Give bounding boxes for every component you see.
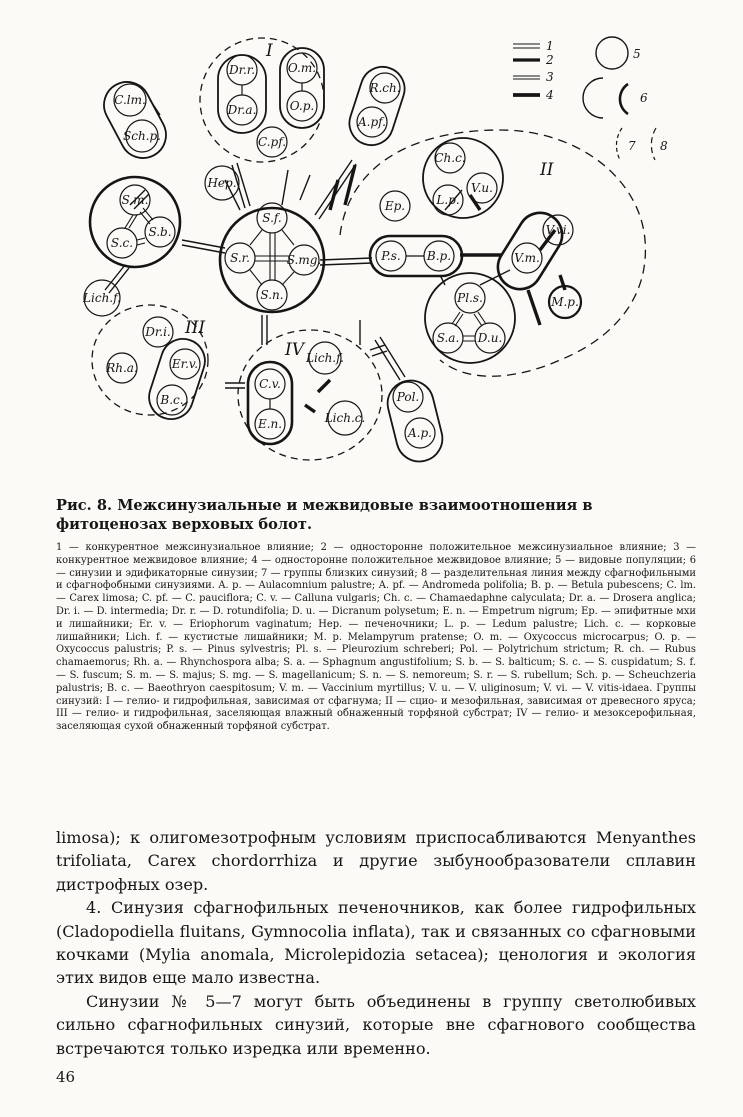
synusia-diagram xyxy=(0,0,743,492)
label-en: E.n. xyxy=(257,417,283,431)
label-du: D.u. xyxy=(477,331,503,345)
label-dra: Dr.a. xyxy=(227,103,257,117)
group-label-III: III xyxy=(185,318,206,338)
label-ep: Ep. xyxy=(384,199,406,213)
caption-text: Межсинузиальные и межвидовые взаимоотношения в фитоценозах верховых болот. xyxy=(56,497,593,533)
label-pls: Pl.s. xyxy=(457,291,483,305)
label-sc: S.c. xyxy=(110,236,134,250)
figure-legend: 1 — конкурентное межсинузиальное влияние; 2 — односторонне положительное межсинузиальное влияние; 3 — конкурентное межвидовое влияние; 4 — односторонне положительное межвидовое влияние; 5 — видовые популяции; 6 — синузии и эдификаторные синузии; 7 — группы близких синузий; 8 — разделительная линия между сфагнофильными и сфагнофобными синузиями. A. p. — Aulacomnium palustre; A. pf. — Andromeda polifolia; B. p. — Betula pubescens; C. lm. — Carex limosa; C. pf. — C. pauciflora; C. v. — Calluna vulgaris; Ch. c. — Chamaedaphne calyculata; Dr. a. — Drosera anglica; Dr. i. — D. intermedia; Dr. r. — D. rotundifolia; D. u. — Dicranum polysetum; E. n. — Empetrum nigrum; Ep. — эпифитные мхи и лишайники; Er. v. — Eriophorum vaginatum; Hep. — печеночники; L. p. — Ledum palustre; Lich. c. — корковые лишайники; Lich. f. — кустистые лишайники; M. p. Melampyrum pratense; O. m. — Oxycoccus microcarpus; O. p. — Oxycoccus palustris; P. s. — Pinus sylvestris; Pl. s. — Pleurozium schreberi; Pol. — Polytrichum strictum; R. ch. — Rubus chamaemorus; Rh. a. — Rhynchospora alba; S. a. — Sphagnum angustifolium; S. b. — S. balticum; S. c. — S. cuspidatum; S. f. — S. fuscum; S. m. — S. majus; S. mg. — S. magellanicum; S. n. — S. nemoreum; S. r. — S. rubellum; Sch. p. — Scheuchzeria palustris; B. c. — Baeothryon caespitosum; V. m. — Vaccinium myrtillus; V. u. — V. uliginosum; V. vi. — V. vitis-idaea. Группы синузий: I — гелио- и гидрофильная, зависимая от сфагнума; II — сцио- и мезофильная, зависимая от древесного яруса; III — гелио- и гидрофильная, заселяющая влажный обнаженный торфяной субстрат; IV — гелио- и мезоксерофильная, заселяющая сухой обнаженный торфяной субстрат. xyxy=(56,542,696,733)
label-schp: Sch.p. xyxy=(123,129,161,143)
label-sr: S.r. xyxy=(230,251,250,265)
legend-key-5: 5 xyxy=(633,47,641,61)
label-sa: S.a. xyxy=(436,331,460,345)
label-lichf2: Lich.f. xyxy=(306,351,344,365)
paragraph-2: 4. Синузия сфагнофильных печеночников, как более гидрофильных (Cladopodiella fluitans, Gymnocolia inflata), так и связанных со сфагновыми кочками (Mylia anomala, Microlepidozia setacea); ценология и экология этих видов еще мало известна. xyxy=(56,898,696,988)
legend-key-3: 3 xyxy=(546,70,554,84)
paragraph-1: limosa); к олигомезотрофным условиям приспосабливаются Menyanthes trifoliata, Carex chordorrhiza и другие зыбунообразователи сплавин дистрофных озер. xyxy=(56,828,696,894)
group-label-II: II xyxy=(540,160,554,180)
pair-clm-schp xyxy=(96,74,174,166)
legend-key-8: 8 xyxy=(660,139,668,153)
label-dri: Dr.i. xyxy=(145,325,171,339)
label-smg: S.mg. xyxy=(286,253,322,267)
caption-lead: Рис. 8. xyxy=(56,497,113,514)
label-ap: A.p. xyxy=(408,426,432,440)
label-rha: Rh.a. xyxy=(106,361,138,375)
label-bp: B.p. xyxy=(426,249,452,263)
label-op: O.p. xyxy=(289,99,315,113)
body-text xyxy=(56,826,696,1060)
label-chc: Ch.c. xyxy=(434,151,466,165)
label-sf: S.f. xyxy=(262,211,282,225)
legend-key-1: 1 xyxy=(546,39,554,53)
label-vm: V.m. xyxy=(514,251,540,265)
paragraph-3: Синузии № 5—7 могут быть объединены в группу светолюбивых сильно сфагнофильных синузий, которые вне сфагнового сообщества встречаются только изредка или временно. xyxy=(56,991,696,1058)
label-bc: B.c. xyxy=(160,393,184,407)
legend-key-4: 4 xyxy=(546,88,554,102)
label-mp: M.p. xyxy=(551,295,579,309)
pair-erv-bc xyxy=(143,333,210,425)
label-sn: S.n. xyxy=(260,288,284,302)
label-clm: C.lm. xyxy=(114,93,146,107)
label-ps: P.s. xyxy=(381,249,401,263)
label-sb: S.b. xyxy=(148,225,172,239)
legend-key-7: 7 xyxy=(628,139,636,153)
label-lichc: Lich.c. xyxy=(324,411,366,425)
figure-caption xyxy=(56,496,696,534)
label-erv: Er.v. xyxy=(171,357,199,371)
label-lichf1: Lich.f. xyxy=(83,291,121,305)
label-apf: A.pf. xyxy=(358,115,386,129)
legend-key-6: 6 xyxy=(640,91,648,105)
group-label-IV: IV xyxy=(285,340,304,360)
label-pol: Pol. xyxy=(396,390,420,404)
page-number: 46 xyxy=(56,1068,76,1086)
label-om: O.m. xyxy=(287,61,317,75)
label-cpf: C.pf. xyxy=(257,135,287,149)
legend-key xyxy=(513,37,668,160)
label-vvi: V.vi. xyxy=(545,223,571,237)
legend-key-2: 2 xyxy=(546,53,554,67)
label-lp: L.p. xyxy=(436,193,460,207)
synusia-sm xyxy=(90,177,180,267)
label-sm: S.m. xyxy=(121,193,149,207)
group-label-I: I xyxy=(266,41,273,61)
label-vu: V.u. xyxy=(471,181,493,195)
label-drr: Dr.r. xyxy=(228,63,256,77)
label-rch: R.ch. xyxy=(369,81,401,95)
label-cv: C.v. xyxy=(259,377,281,391)
label-hep: Hep. xyxy=(207,176,237,190)
